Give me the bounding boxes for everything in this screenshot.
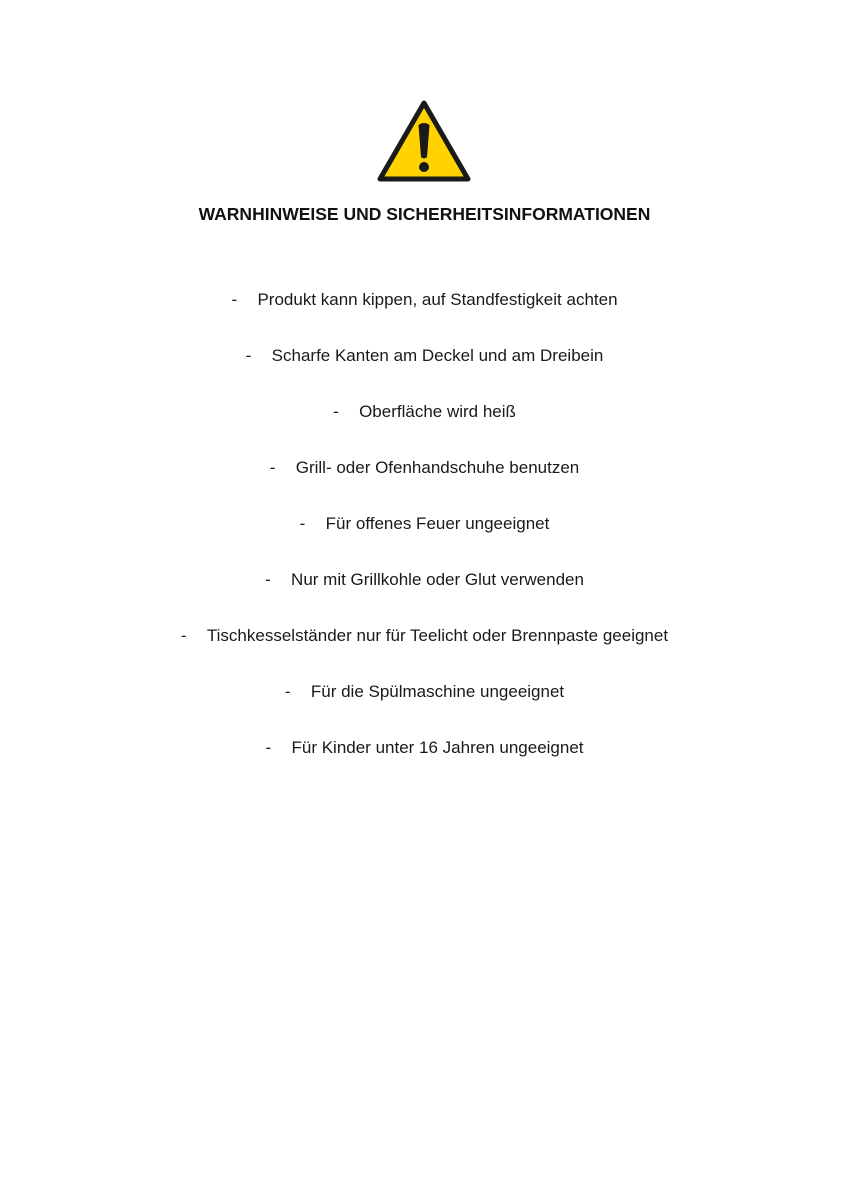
warning-text: Tischkesselständer nur für Teelicht oder Brennpaste geeignet [206,626,669,645]
bullet-dash: - [333,402,339,421]
bullet-dash: - [284,682,291,701]
warning-item [0,400,849,424]
page-title: WARNHINWEISE UND SICHERHEITSINFORMATIONEN [198,204,651,224]
warning-item [0,736,849,760]
bullet-dash: - [299,514,306,533]
bullet-dash: - [269,458,276,477]
bullet-dash: - [245,346,252,365]
warning-text: Grill- oder Ofenhandschuhe benutzen [295,458,580,477]
warning-text: Produkt kann kippen, auf Standfestigkeit achten [257,290,618,309]
warning-item [0,344,849,368]
warning-item [0,288,849,312]
warning-text: Scharfe Kanten am Deckel und am Dreibein [271,346,604,365]
warning-item [0,624,849,648]
bullet-dash: - [265,570,271,589]
warning-item [0,456,849,480]
warning-item [0,568,849,592]
bullet-dash: - [231,290,238,309]
warning-item [0,512,849,536]
warning-text: Für offenes Feuer ungeeignet [325,514,550,533]
bullet-dash: - [265,738,272,757]
warning-item [0,680,849,704]
warning-triangle-icon [376,99,472,183]
bullet-dash: - [180,626,187,645]
warning-text: Für die Spülmaschine ungeeignet [310,682,565,701]
warning-text: Für Kinder unter 16 Jahren ungeeignet [291,738,584,757]
warning-text: Oberfläche wird heiß [359,402,516,421]
warning-text: Nur mit Grillkohle oder Glut verwenden [291,570,584,589]
